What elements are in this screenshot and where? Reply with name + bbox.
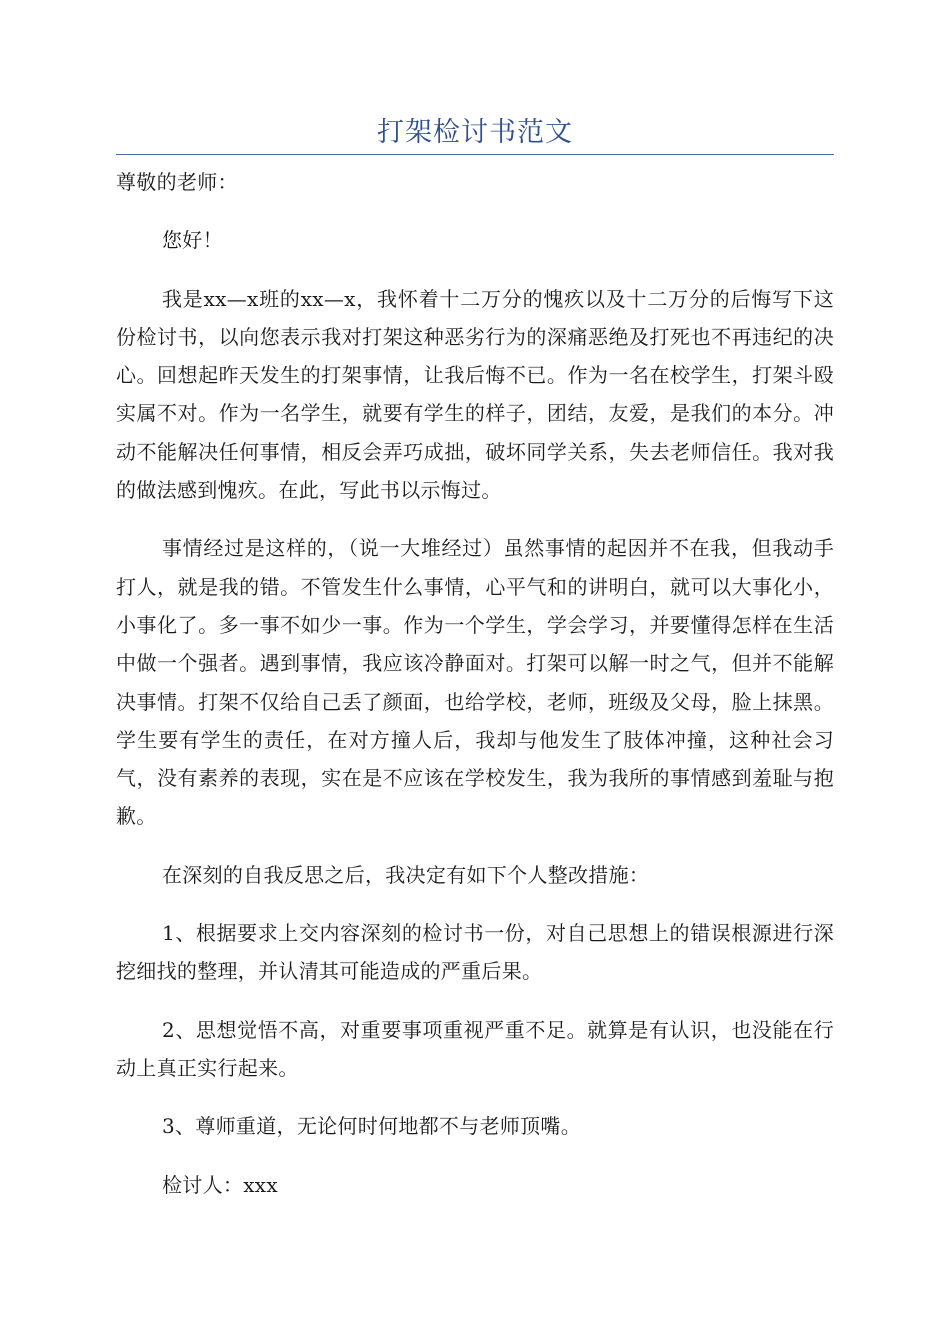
document-title: 打架检讨书范文 — [377, 117, 573, 148]
greeting: 您好！ — [162, 228, 223, 253]
document-body — [116, 0, 834, 1204]
measure-item: 1、根据要求上交内容深刻的检讨书一份，对自己思想上的错误根源进行深挖细找的整理，并认清其可能造成的严重后果。 — [116, 921, 834, 984]
title-divider — [116, 154, 834, 155]
measure-item: 2、思想觉悟不高，对重要事项重视严重不足。就算是有认识，也没能在行动上真正实行起来。 — [116, 1017, 834, 1080]
letter-content — [116, 163, 834, 1204]
paragraph-incident: 事情经过是这样的，（说一大堆经过）虽然事情的起因并不在我，但我动手打人，就是我的错。不管发生什么事情，心平气和的讲明白，就可以大事化小，小事化了。多一事不如少一事。作为一个学生，学会学习，并要懂得怎样在生活中做一个强者。遇到事情，我应该冷静面对。打架可以解一时之气，但并不能解决事情。打架不仅给自己丢了颜面，也给学校，老师，班级及父母，脸上抹黑。学生要有学生的责任，在对方撞人后，我却与他发生了肢体冲撞，这种社会习气，没有素养的表现，实在是不应该在学校发生，我为我所的事情感到羞耻与抱歉。 — [116, 536, 834, 829]
paragraph-introduction: 我是xx—x班的xx—x，我怀着十二万分的愧疚以及十二万分的后悔写下这份检讨书，以向您表示我对打架这种恶劣行为的深痛恶绝及打死也不再违纪的决心。回想起昨天发生的打架事情，让我后悔不已。作为一名在校学生，打架斗殴实属不对。作为一名学生，就要有学生的样子，团结，友爱，是我们的本分。冲动不能解决任何事情，相反会弄巧成拙，破坏同学关系，失去老师信任。我对我的做法感到愧疚。在此，写此书以示悔过。 — [116, 286, 834, 503]
measure-item: 3、尊师重道，无论何时何地都不与老师顶嘴。 — [162, 1114, 582, 1139]
paragraph-measures-intro: 在深刻的自我反思之后，我决定有如下个人整改措施： — [162, 862, 650, 887]
salutation: 尊敬的老师： — [116, 170, 238, 194]
signature: 检讨人：xxx — [162, 1172, 278, 1197]
